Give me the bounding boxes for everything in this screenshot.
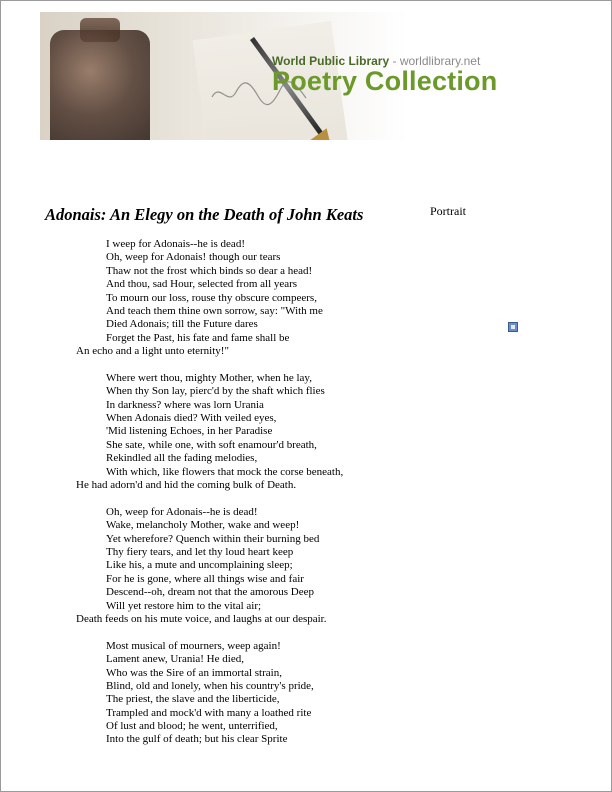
header-banner: [40, 12, 500, 140]
collection-name: Poetry Collection: [272, 66, 498, 96]
poem-line-outdent: An echo and a light unto eternity!": [76, 345, 229, 358]
stanza: [0, 238, 612, 359]
poem-line: Yet wherefore? Quench within their burning bed: [106, 532, 320, 545]
poem-line: Thy fiery tears, and let thy loud heart keep: [106, 545, 294, 558]
poem-line: Into the gulf of death; but his clear Sprite: [106, 733, 288, 746]
brand-name: World Public Library: [272, 54, 390, 68]
poem-line: Oh, weep for Adonais--he is dead!: [106, 505, 258, 518]
poem-line: For he is gone, where all things wise and fair: [106, 572, 304, 585]
poem-line: 'Mid listening Echoes, in her Paradise: [106, 425, 273, 438]
poem-body: [0, 238, 612, 760]
poem-line: Blind, old and lonely, when his country's pride,: [106, 679, 314, 692]
poem-line: And thou, sad Hour, selected from all years: [106, 278, 298, 291]
poem-line: She sate, while one, with soft enamour'd breath,: [106, 438, 317, 451]
poem-line: Rekindled all the fading melodies,: [106, 452, 258, 465]
site-domain: worldlibrary.net: [399, 54, 481, 68]
poem-line: In darkness? where was lorn Urania: [106, 398, 264, 411]
poem-line: Wake, melancholy Mother, wake and weep!: [106, 519, 300, 532]
poem-line: I weep for Adonais--he is dead!: [106, 238, 245, 250]
poem-line: With which, like flowers that mock the corse beneath,: [106, 465, 344, 478]
poem-line: Of lust and blood; he went, unterrified,: [106, 720, 278, 733]
poem-line: Most musical of mourners, weep again!: [106, 639, 281, 652]
inkwell-icon: [50, 30, 150, 140]
poem-line: Thaw not the frost which binds so dear a head!: [106, 264, 313, 277]
poem-line: Lament anew, Urania! He died,: [106, 653, 244, 666]
poem-line-outdent: Death feeds on his mute voice, and laughs at our despair.: [76, 612, 327, 625]
brand-separator: -: [392, 54, 397, 68]
poem-line-outdent: He had adorn'd and hid the coming bulk of Death.: [76, 479, 297, 492]
stanza: [0, 640, 612, 747]
poem-line: Where wert thou, mighty Mother, when he lay,: [106, 371, 312, 384]
poem-line: Oh, weep for Adonais! though our tears: [106, 251, 281, 264]
poem-line: Will yet restore him to the vital air;: [106, 599, 262, 612]
stanza: [0, 372, 612, 493]
poem-title: Adonais: An Elegy on the Death of John Keats: [45, 205, 364, 224]
stanza: [0, 506, 612, 627]
poem-line: When Adonais died? With veiled eyes,: [106, 412, 277, 425]
poem-line: When thy Son lay, pierc'd by the shaft which flies: [106, 385, 325, 398]
poem-line: Died Adonais; till the Future dares: [106, 318, 258, 331]
poem-line: To mourn our loss, rouse thy obscure compeers,: [106, 291, 317, 304]
poem-line: And teach them thine own sorrow, say: "With me: [106, 304, 323, 317]
poem-line: Trampled and mock'd with many a loathed rite: [106, 706, 312, 719]
portrait-label: Portrait: [430, 204, 466, 218]
poem-line: Who was the Sire of an immortal strain,: [106, 666, 282, 679]
poem-line: Descend--oh, dream not that the amorous Deep: [106, 586, 315, 599]
poem-line: Like his, a mute and uncomplaining sleep;: [106, 559, 293, 572]
poem-line: Forget the Past, his fate and fame shall be: [106, 331, 290, 344]
poem-line: The priest, the slave and the liberticide,: [106, 693, 280, 706]
